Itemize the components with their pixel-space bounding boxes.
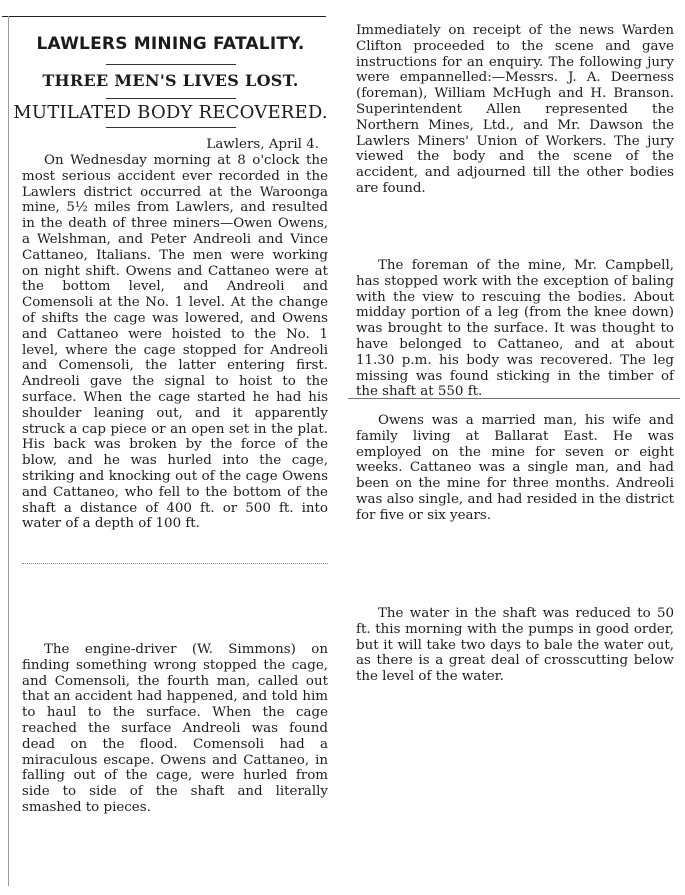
subheadline-divider [106, 98, 236, 99]
article-paragraph-6: The water in the shaft was reduced to 50 ft. this morning with the pumps in good order, but it will take two days to bale the water out, as there is a great deal of crosscutting below the level of the water. [356, 606, 674, 685]
article-paragraph-5: Owens was a married man, his wife and family living at Ballarat East. He was employed on the mine for seven or eight weeks. Cattaneo was a single man, and had been on the mine for three months. Andreoli was also single, and had resided in the district for five or six years. [356, 413, 674, 523]
dateline: Lawlers, April 4. [206, 137, 319, 152]
subheadline-secondary-divider [106, 127, 236, 128]
column-tear-line [348, 398, 680, 399]
top-rule [2, 16, 326, 17]
article-paragraph-3: Immediately on receipt of the news Warden Clifton proceeded to the scene and gave instructions for an enquiry. The following jury were empannelled:—Messrs. J. A. Deerness (foreman), William McHugh and H. Branson. Superintendent Allen represented the Northern Mines, Ltd., and Mr. Dawson the Lawlers Miners' Union of Workers. The jury viewed the body and the scene of the accident, and adjourned till the other bodies are found. [356, 23, 674, 196]
left-border-rule [8, 16, 9, 886]
article-paragraph-2: The engine-driver (W. Simmons) on finding something wrong stopped the cage, and Comensoli, the fourth man, called out that an accident had happened, and told him to haul to the surface. When the cage reached the surface Andreoli was found dead on the flood. Comensoli had a miraculous escape. Owens and Cattaneo, in falling out of the cage, were hurled from side to side of the shaft and literally smashed to pieces. [22, 642, 328, 815]
subheadline: THREE MEN'S LIVES LOST. [42, 71, 299, 90]
subheadline-secondary: MUTILATED BODY RECOVERED. [13, 102, 328, 123]
article-paragraph-1: On Wednesday morning at 8 o'clock the most serious accident ever recorded in the Lawlers district occurred at the Waroonga mine, 5½ miles from Lawlers, and resulted in the death of three miners—Owen Owens, a Welshman, and Peter Andreoli and Vince Cattaneo, Italians. The men were working on night shift. Owens and Cattaneo were at the bottom level, and Andreoli and Comensoli at the No. 1 level. At the change of shifts the cage was lowered, and Owens and Cattaneo were hoisted to the No. 1 level, where the cage stopped for Andreoli and Comensoli, the latter entering first. Andreoli gave the signal to hoist to the surface. When the cage started he had his shoulder leaning out, and it apparently struck a cap piece or an open set in the plat. His back was broken by the force of the blow, and he was hurled into the cage, striking and knocking out of the cage Owens and Cattaneo, who fell to the bottom of the shaft a distance of 400 ft. or 500 ft. into water of a depth of 100 ft. [22, 153, 328, 532]
article-paragraph-4: The foreman of the mine, Mr. Campbell, has stopped work with the exception of baling with the view to rescuing the bodies. About midday portion of a leg (from the knee down) was brought to the surface. It was thought to have belonged to Cattaneo, and at about 11.30 p.m. his body was recovered. The leg missing was found sticking in the timber of the shaft at 550 ft. [356, 258, 674, 400]
fold-crease [22, 563, 328, 564]
headline: LAWLERS MINING FATALITY. [36, 34, 305, 54]
headline-divider [106, 64, 236, 65]
